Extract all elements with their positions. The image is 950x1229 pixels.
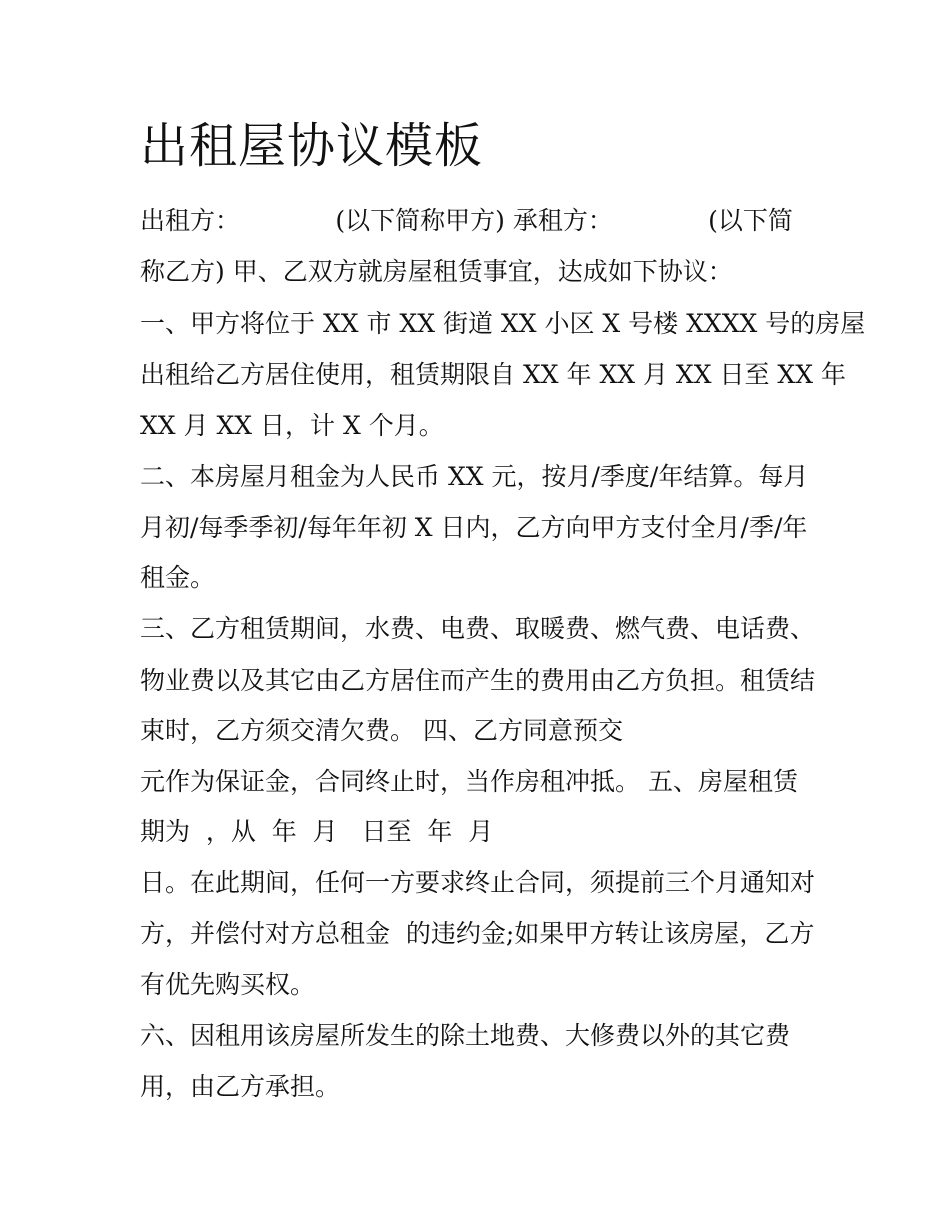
paragraph-line: 物业费以及其它由乙方居住而产生的费用由乙方负担。租赁结 xyxy=(140,666,816,695)
paragraph-line: XX 月 XX 日，计 X 个月。 xyxy=(140,411,444,440)
paragraph-line: 日。在此期间，任何一方要求终止合同，须提前三个月通知对 xyxy=(140,868,816,897)
document-title: 出租屋协议模板 xyxy=(140,118,484,174)
paragraph-line: 称乙方) 甲、乙双方就房屋租赁事宜，达成如下协议： xyxy=(140,257,733,286)
paragraph-line: 租金。 xyxy=(140,563,216,592)
paragraph-line: 一、甲方将位于 XX 市 XX 街道 XX 小区 X 号楼 XXXX 号的房屋 xyxy=(140,309,866,338)
paragraph-line: 束时，乙方须交清欠费。 四、乙方同意预交 xyxy=(140,716,623,745)
paragraph-line: 二、本房屋月租金为人民币 XX 元，按月/季度/年结算。每月 xyxy=(140,462,809,491)
paragraph-line: 用，由乙方承担。 xyxy=(140,1072,341,1101)
paragraph-line: 出租方： (以下简称甲方) 承租方： (以下简 xyxy=(140,206,793,235)
paragraph-line: 出租给乙方居住使用，租赁期限自 XX 年 XX 月 XX 日至 XX 年 xyxy=(140,360,846,389)
paragraph-line: 六、因租用该房屋所发生的除土地费、大修费以外的其它费 xyxy=(140,1021,791,1050)
paragraph-line: 元作为保证金，合同终止时，当作房租冲抵。 五、房屋租赁 xyxy=(140,767,798,796)
paragraph-line: 月初/每季季初/每年年初 X 日内，乙方向甲方支付全月/季/年 xyxy=(140,513,808,542)
paragraph-line: 期为 ，从 年 月 日至 年 月 xyxy=(140,817,494,846)
paragraph-line: 方，并偿付对方总租金 的违约金;如果甲方转让该房屋，乙方 xyxy=(140,919,815,948)
paragraph-line: 有优先购买权。 xyxy=(140,970,316,999)
paragraph-line: 三、乙方租赁期间，水费、电费、取暖费、燃气费、电话费、 xyxy=(140,614,816,643)
